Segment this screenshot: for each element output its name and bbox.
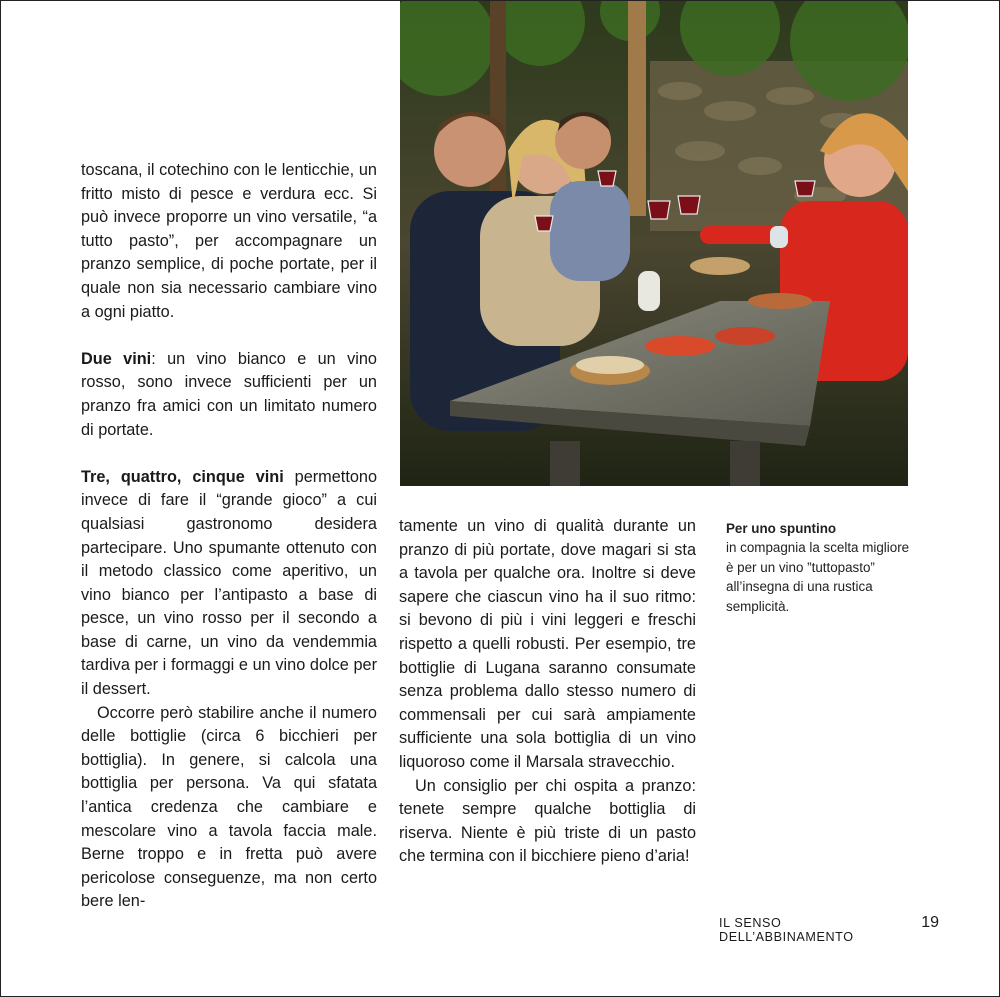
multiple-wines-text: permettono invece di fare il “grande gioco” a cui qualsiasi gastronomo desidera partecipare. Uno spumante ottenuto con il metodo classico come aperitivo, un vino bianco per l’antipasto a base di pesce, un vino rosso per il secondo a base di carne, un vino da vendemmia tardiva per i formaggi e un vino dolce per il dessert. — [81, 467, 378, 699]
photo-friends-toasting — [400, 1, 908, 486]
term-multiple-wines: Tre, quattro, cinque vini — [81, 467, 284, 486]
photo-illustration — [400, 1, 908, 486]
paragraph-multiple-wines — [81, 466, 377, 702]
two-wines-text: : un vino bianco e un vino rosso, sono invece sufficienti per un pranzo fra amici con un limitato numero di portate. — [81, 349, 377, 439]
page-footer — [719, 914, 939, 944]
paragraph-two-wines — [81, 348, 377, 442]
caption-text: in compagnia la scelta migliore è per un vino ”tuttopasto” all’insegna di una rustica semplicità. — [726, 540, 910, 614]
term-two-wines: Due vini — [81, 349, 152, 368]
caption-title: Per uno spuntino — [726, 521, 837, 536]
page-number: 19 — [921, 914, 939, 931]
middle-text-column — [399, 515, 696, 869]
photo-caption — [726, 519, 916, 616]
left-text-column — [81, 159, 377, 914]
paragraph-host-advice: Un consiglio per chi ospita a pranzo: tenete sempre qualche bottiglia di riserva. Niente è più triste di un pasto che termina con il bicchiere pieno d’aria! — [399, 776, 696, 866]
paragraph-bottle-count: Occorre però stabilire anche il numero delle bottiglie (circa 6 bicchieri per bottiglia). In genere, si calcola una bottiglia per persona. Va qui sfatata l’antica credenza che cambiare e mescolare vino a tavola faccia male. Berne troppo e in fretta può avere pericolose conseguenze, ma non certo bere len- — [81, 703, 377, 911]
paragraph-wine-rhythm: tamente un vino di qualità durante un pranzo di più portate, dove magari si sta a tavola per qualche ora. Inoltre si deve sapere che ciascun vino ha il suo ritmo: si bevono di più i vini leggeri e freschi rispetto a quelli robusti. Per esempio, tre bottiglie di Lugana saranno consumate senza problema dallo stesso numero di commensali per cui sarà ampiamente sufficiente una sola bottiglia di un vino liquoroso come il Marsala stravecchio. — [399, 517, 696, 771]
paragraph-intro: toscana, il cotechino con le lenticchie, un fritto misto di pesce e verdura ecc. Si può invece proporre un vino versatile, “a tutto pasto”, per accompagnare un pranzo semplice, di poche portate, per il quale non sia necessario cambiare vino a ogni piatto. — [81, 161, 377, 321]
running-head: IL SENSO DELL’ABBINAMENTO — [719, 916, 854, 944]
